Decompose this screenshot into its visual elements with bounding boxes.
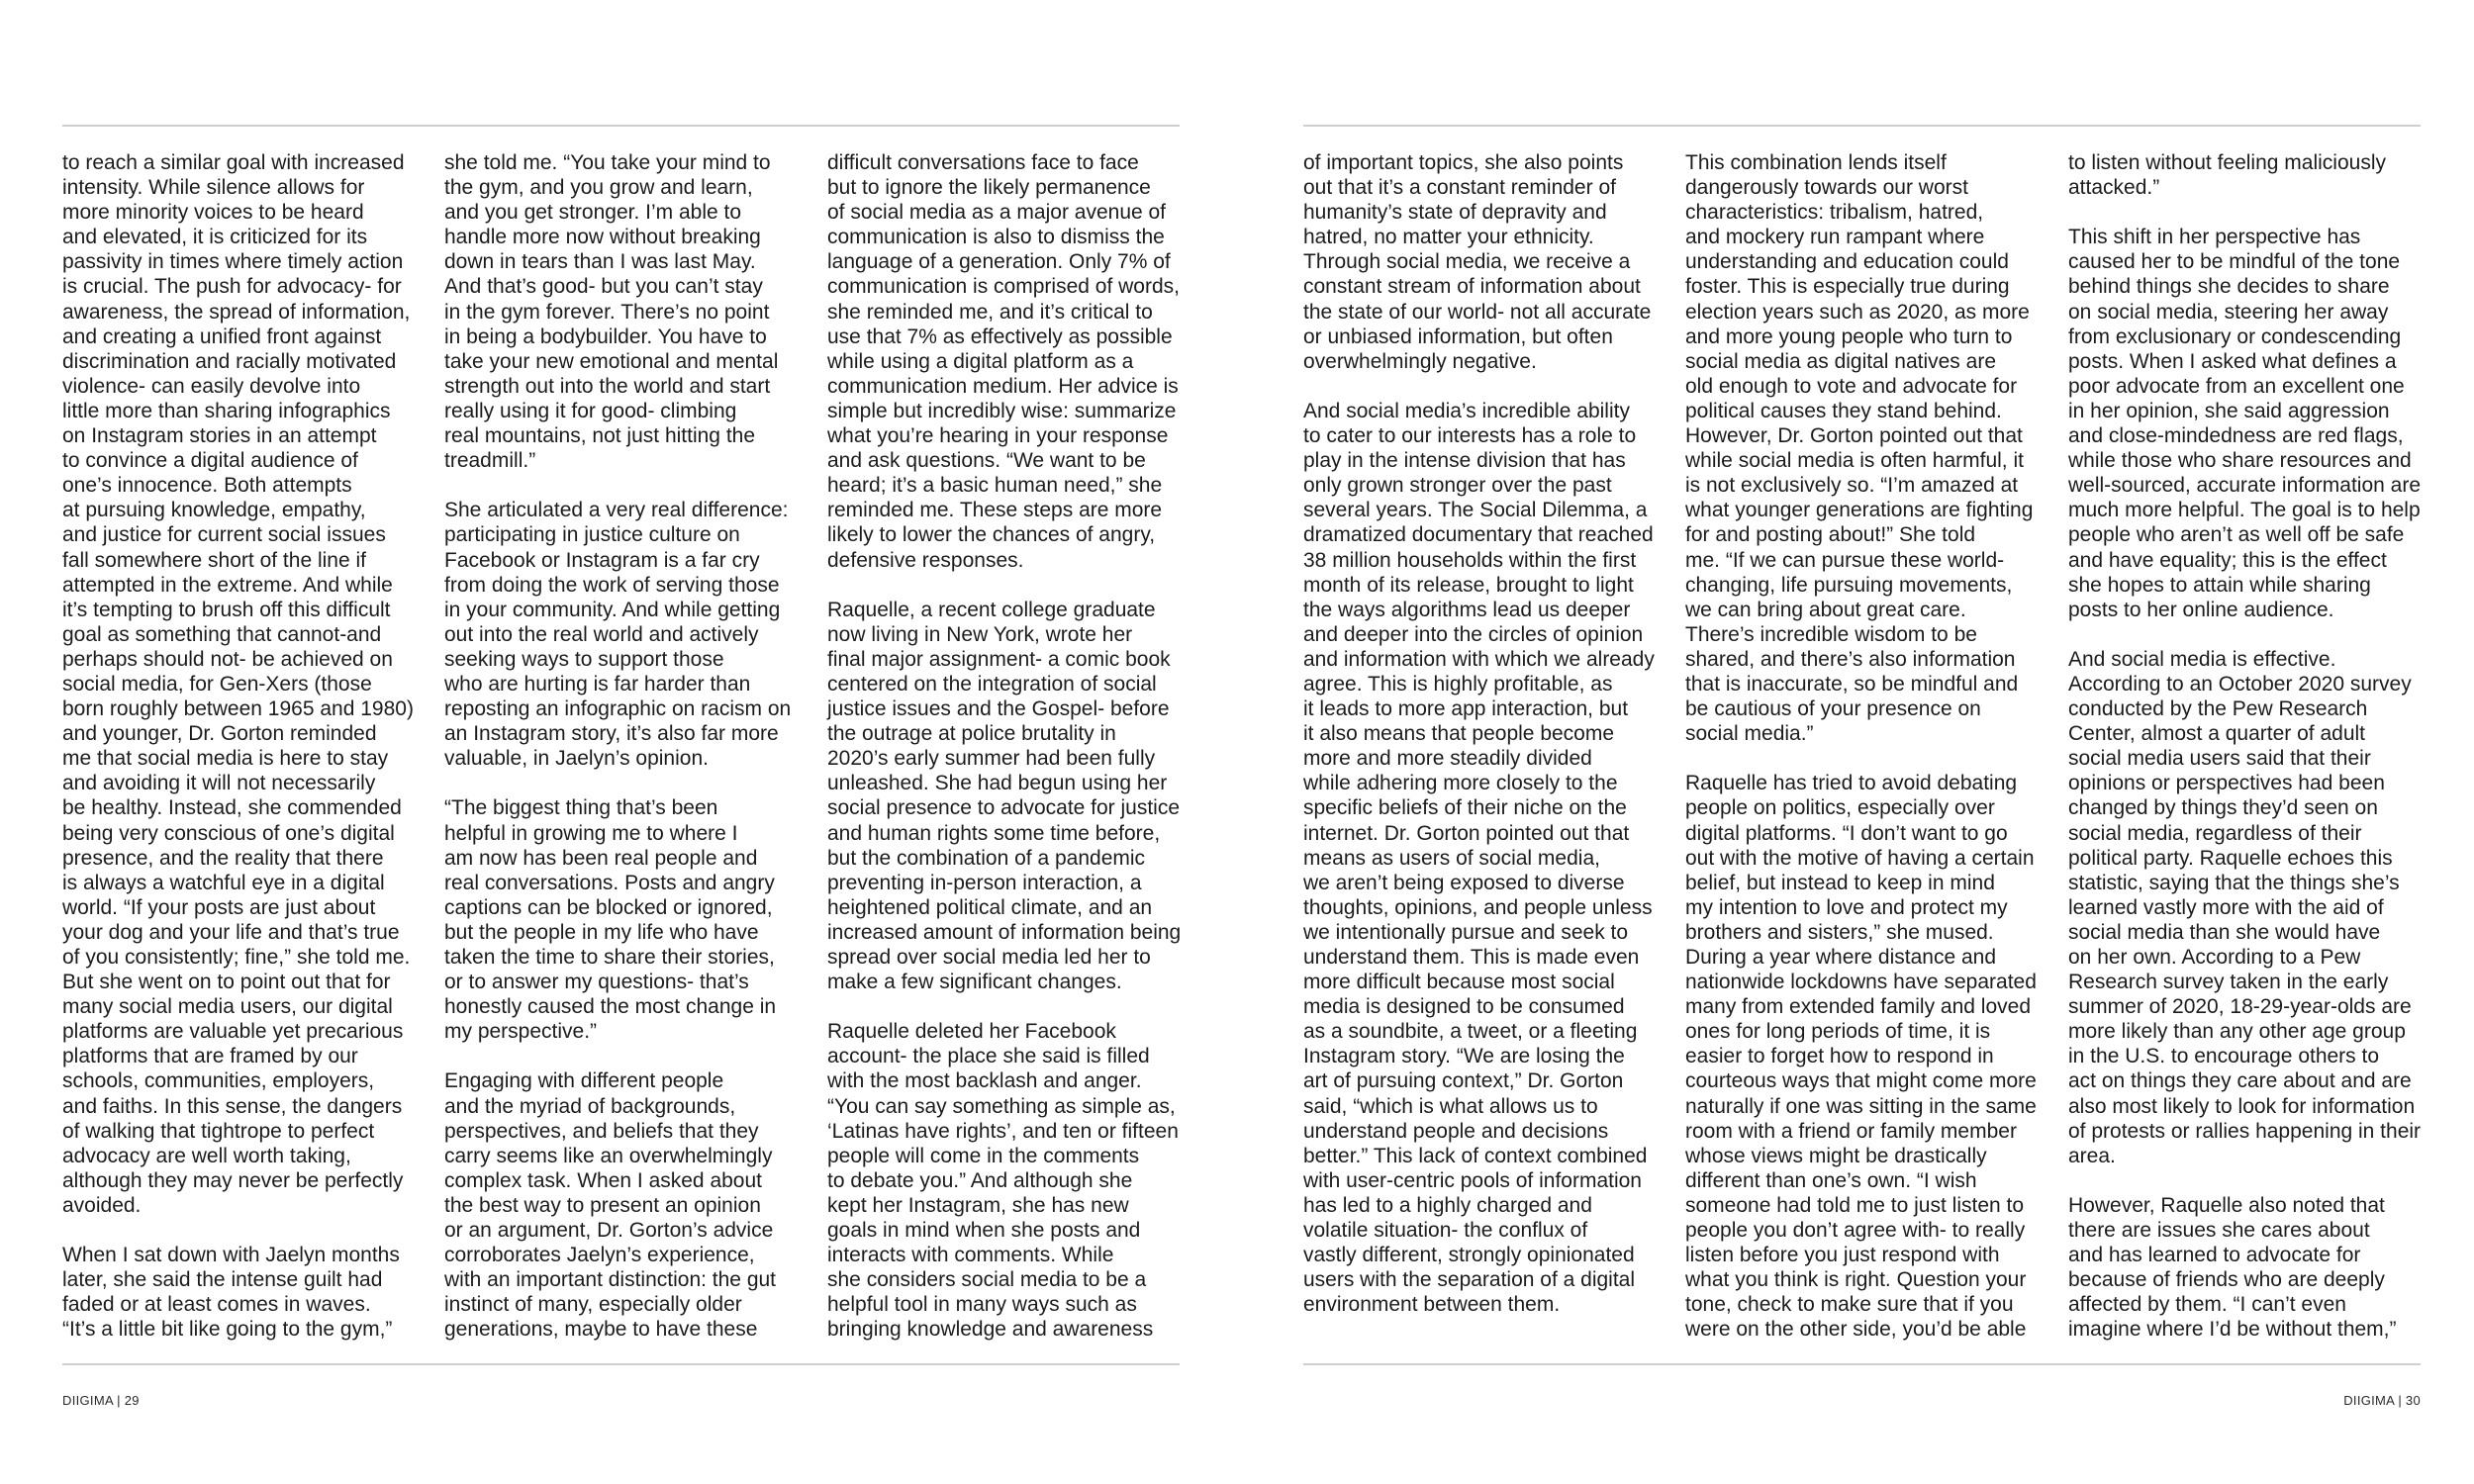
article-column-1: to reach a similar goal with increased intensity. While silence allows for more minority voices to be heard and elevated, it is criticized for its passivity in times where timely action is crucial. The push for advocacy- for awareness, the spread of information, and creating a unified front against discrimination and racially motivated violence- can easily devolve into little more than sharing infographics on Instagram stories in an attempt to convince a digital audience of one’s innocence. Both attempts at pursuing knowledge, empathy, and justice for current social issues fall somewhere short of the line if attempted in the extreme. And while it’s tempting to brush off this difficult goal as something that cannot-and perhaps should not- be achieved on social media, for Gen-Xers (those born roughly between 1965 and 1980) and younger, Dr. Gorton reminded me that social media is here to stay and avoiding it will not necessarily be healthy. Instead, she commended being very conscious of one’s digital presence, and the reality that there is always a watchful eye in a digital world. “If your posts are just about your dog and your life and that’s true of you consistently; fine,” she told me. But she went on to point out that for many social media users, our digital platforms are valuable yet precarious platforms that are framed by our schools, communities, employers, and faiths. In this sense, the dangers of walking that tightrope to perfect advocacy are well worth taking, although they may never be perfectly avoided. When I sat down with Jaelyn months later, she said the intense guilt had faded or at least comes in waves. “It’s a little bit like going to the gym,” [62,151,414,1342]
article-column-3: difficult conversations face to face but to ignore the likely permanence of social media as a major avenue of communication is also to dismiss the language of a generation. Only 7% of communication is comprised of words, she reminded me, and it’s critical to use that 7% as effectively as possible while using a digital platform as a communication medium. Her advice is simple but incredibly wise: summarize what you’re hearing in your response and ask questions. “We want to be heard; it’s a basic human need,” she reminded me. These steps are more likely to lower the chances of angry, defensive responses. Raquelle, a recent college graduate now living in New York, wrote her final major assignment- a comic book centered on the integration of social justice issues and the Gospel- before the outrage at police brutality in 2020’s early summer had been fully unleashed. She had begun using her social presence to advocate for justice and human rights some time before, but the combination of a pandemic preventing in-person interaction, a heightened political climate, and an increased amount of information being spread over social media led her to make a few significant changes. Raquelle deleted her Facebook account- the place she said is filled with the most backlash and anger. “You can say something as simple as, ‘Latinas have rights’, and ten or fifteen people will come in the comments to debate you.” And although she kept her Instagram, she has new goals in mind when she posts and interacts with comments. While she considers social media to be a helpful tool in many ways such as bringing knowledge and awareness [827,151,1182,1342]
article-column-3: to listen without feeling maliciously attacked.” This shift in her perspective has caused her to be mindful of the tone behind things she decides to share on social media, steering her away from exclusionary or condescending posts. When I asked what defines a poor advocate from an excellent one in her opinion, she said aggression and close-mindedness are red flags, while those who share resources and well-sourced, accurate information are much more helpful. The goal is to help people who aren’t as well off be safe and have equality; this is the effect she hopes to attain while sharing posts to her online audience. And social media is effective. According to an October 2020 survey conducted by the Pew Research Center, almost a quarter of adult social media users said that their opinions or perspectives had been changed by things they’d seen on social media, regardless of their political party. Raquelle echoes this statistic, saying that the things she’s learned vastly more with the aid of social media than she would have on her own. According to a Pew Research survey taken in the early summer of 2020, 18-29-year-olds are more likely than any other age group in the U.S. to encourage others to act on things they care about and are also most likely to look for information of protests or rallies happening in their area. However, Raquelle also noted that there are issues she cares about and has learned to advocate for because of friends who are deeply affected by them. “I can’t even imagine where I’d be without them,” [2068,151,2422,1342]
article-column-2: This combination lends itself dangerously towards our worst characteristics: tribalism, hatred, and mockery run rampant where understanding and education could foster. This is especially true during election years such as 2020, as more and more young people who turn to social media as digital natives are old enough to vote and advocate for political causes they stand behind. However, Dr. Gorton pointed out that while social media is often harmful, it is not exclusively so. “I’m amazed at what younger generations are fighting for and posting about!” She told me. “If we can pursue these world- changing, life pursuing movements, we can bring about great care. There’s incredible wisdom to be shared, and there’s also information that is inaccurate, so be mindful and be cautious of your presence on social media.” Raquelle has tried to avoid debating people on politics, especially over digital platforms. “I don’t want to go out with the motive of having a certain belief, but instead to keep in mind my intention to love and protect my brothers and sisters,” she mused. During a year where distance and nationwide lockdowns have separated many from extended family and loved ones for long periods of time, it is easier to forget how to respond in courteous ways that might come more naturally if one was sitting in the same room with a friend or family member whose views might be drastically different than one’s own. “I wish someone had told me to just listen to people you don’t agree with- to really listen before you just respond with what you think is right. Question your tone, check to make sure that if you were on the other side, you’d be able [1685,151,2037,1342]
article-column-1: of important topics, she also points out that it’s a constant reminder of humanity’s state of depravity and hatred, no matter your ethnicity. Through social media, we receive a constant stream of information about the state of our world- not all accurate or unbiased information, but often overwhelmingly negative. And social media’s incredible ability to cater to our interests has a role to play in the intense division that has only grown stronger over the past several years. The Social Dilemma, a dramatized documentary that reached 38 million households within the first month of its release, brought to light the ways algorithms lead us deeper and deeper into the circles of opinion and information with which we already agree. This is highly profitable, as it leads to more app interaction, but it also means that people become more and more steadily divided while adhering more closely to the specific beliefs of their niche on the internet. Dr. Gorton pointed out that means as users of social media, we aren’t being exposed to diverse thoughts, opinions, and people unless we intentionally pursue and seek to understand them. This is made even more difficult because most social media is designed to be consumed as a soundbite, a tweet, or a fleeting Instagram story. “We are losing the art of pursuing context,” Dr. Gorton said, “which is what allows us to understand people and decisions better.” This lack of context combined with user-centric pools of information has led to a highly charged and volatile situation- the conflux of vastly different, strongly opinionated users with the separation of a digital environment between them. [1303,151,1655,1317]
right-page [1237,0,2474,1484]
page-folio: DIIGIMA | 29 [62,1393,140,1408]
top-rule [1303,125,2421,127]
page-folio: DIIGIMA | 30 [2343,1393,2421,1408]
top-rule [62,125,1180,127]
bottom-rule [1303,1363,2421,1365]
article-column-2: she told me. “You take your mind to the gym, and you grow and learn, and you get stronger. I’m able to handle more now without breaking down in tears than I was last May. And that’s good- but you can’t stay in the gym forever. There’s no point in being a bodybuilder. You have to take your new emotional and mental strength out into the world and start really using it for good- climbing real mountains, not just hitting the treadmill.” She articulated a very real difference: participating in justice culture on Facebook or Instagram is a far cry from doing the work of serving those in your community. And while getting out into the real world and actively seeking ways to support those who are hurting is far harder than reposting an infographic on racism on an Instagram story, it’s also far more valuable, in Jaelyn’s opinion. “The biggest thing that’s been helpful in growing me to where I am now has been real people and real conversations. Posts and angry captions can be blocked or ignored, but the people in my life who have taken the time to share their stories, or to answer my questions- that’s honestly caused the most change in my perspective.” Engaging with different people and the myriad of backgrounds, perspectives, and beliefs that they carry seems like an overwhelmingly complex task. When I asked about the best way to present an opinion or an argument, Dr. Gorton’s advice corroborates Jaelyn’s experience, with an important distinction: the gut instinct of many, especially older generations, maybe to have these [444,151,792,1342]
bottom-rule [62,1363,1180,1365]
